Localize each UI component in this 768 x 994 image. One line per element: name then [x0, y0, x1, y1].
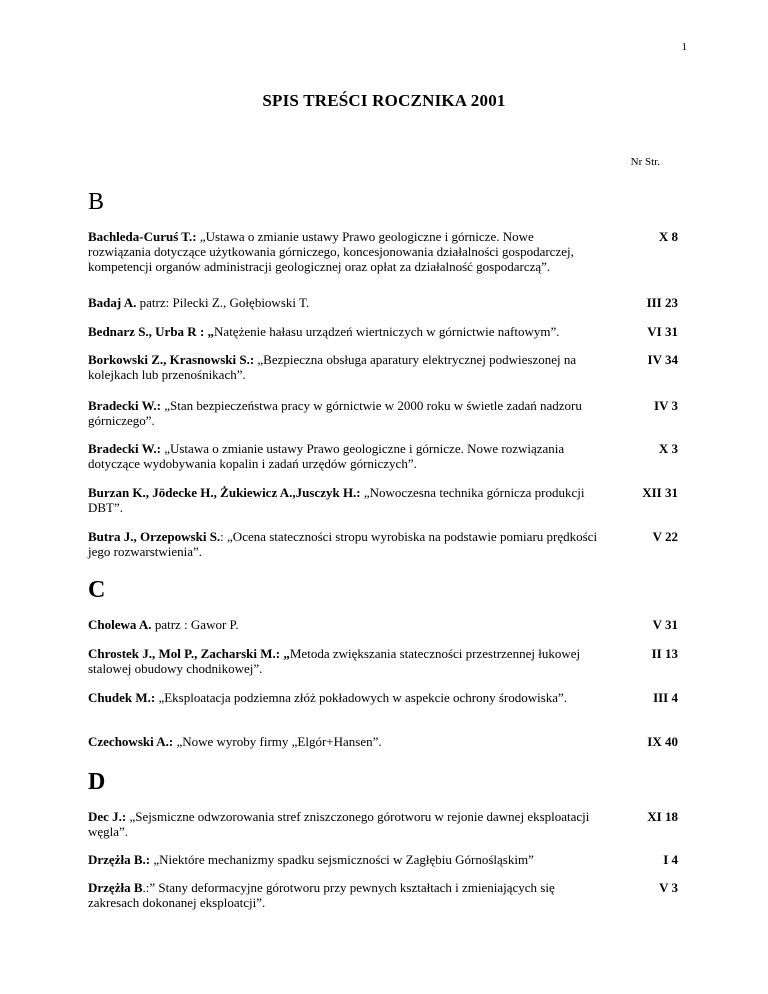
list-item — [88, 690, 678, 705]
entry-text — [88, 485, 598, 515]
page-number: 1 — [681, 41, 687, 53]
entry-title: „Nowe wyroby firmy „Elgór+Hansen”. — [173, 734, 382, 749]
entry-text — [88, 398, 598, 428]
entry-ref: V 22 — [652, 529, 678, 544]
entry-ref: III 23 — [646, 295, 678, 310]
section-letter-c: C — [88, 577, 106, 603]
entry-text — [88, 734, 598, 749]
entry-author: Burzan K., Jödecke H., Żukiewicz A.,Jusczyk H.: — [88, 485, 361, 500]
entry-ref: IV 34 — [647, 352, 678, 367]
entry-title: Metoda zwiększania stateczności przestrzennej łukowej stalowej obudowy chodnikowej”. — [88, 646, 581, 676]
entry-title: „Nowoczesna technika górnicza produkcji DBT”. — [88, 485, 585, 515]
entry-ref: V 31 — [652, 617, 678, 632]
entry-author: Drzężła B.: — [88, 852, 151, 867]
entry-author: Czechowski A.: — [88, 734, 174, 749]
entry-author: Chudek M.: — [88, 690, 156, 705]
entry-ref: X 8 — [658, 229, 678, 244]
entry-author: Butra J., Orzepowski S. — [88, 529, 221, 544]
entry-author: Bachleda-Curuś T.: — [88, 229, 197, 244]
entry-text — [88, 880, 598, 910]
entry-text — [88, 690, 598, 705]
entry-title: patrz: Pilecki Z., Gołębiowski T. — [136, 295, 310, 310]
entry-title: „Eksploatacja podziemna złóż pokładowych w aspekcie ochrony środowiska”. — [155, 690, 568, 705]
list-item — [88, 441, 678, 471]
entry-title: „Ustawa o zmianie ustawy Prawo geologiczne i górnicze. Nowe rozwiązania dotyczące wydobywania kopalin i zadań urzędów górniczych”. — [88, 441, 565, 471]
list-item — [88, 809, 678, 839]
entry-ref: IV 3 — [654, 398, 678, 413]
list-item — [88, 617, 678, 632]
entry-ref: XII 31 — [642, 485, 678, 500]
entry-ref: IX 40 — [647, 734, 678, 749]
entry-ref: III 4 — [653, 690, 678, 705]
list-item — [88, 852, 678, 867]
entry-title: : „Ocena stateczności stropu wyrobiska na podstawie pomiaru prędkości jego rozwarstwienia”. — [88, 529, 598, 559]
entry-author: Badaj A. — [88, 295, 137, 310]
entry-text — [88, 646, 598, 676]
entry-author: Dec J.: — [88, 809, 127, 824]
entry-author: Chrostek J., Mol P., Zacharski M.: „ — [88, 646, 290, 661]
list-item — [88, 485, 678, 515]
list-item — [88, 229, 678, 274]
entry-title: „Sejsmiczne odwzorowania stref zniszczonego górotworu w rejonie dawnej eksploatacji węgla”. — [88, 809, 590, 839]
entry-author: Cholewa A. — [88, 617, 152, 632]
entry-author: Bradecki W.: — [88, 441, 161, 456]
entry-author: Drzężła B — [88, 880, 143, 895]
entry-title: Natężenie hałasu urządzeń wiertniczych w górnictwie naftowym”. — [214, 324, 560, 339]
entry-ref: X 3 — [658, 441, 678, 456]
list-item — [88, 734, 678, 749]
entry-text — [88, 324, 598, 339]
entry-text — [88, 229, 598, 274]
entry-text — [88, 352, 598, 382]
list-item — [88, 529, 678, 559]
entry-ref: V 3 — [659, 880, 678, 895]
entry-ref: II 13 — [651, 646, 678, 661]
entry-text — [88, 441, 598, 471]
entry-text — [88, 529, 598, 559]
list-item — [88, 880, 678, 910]
list-item — [88, 646, 678, 676]
entry-title: patrz : Gawor P. — [151, 617, 239, 632]
entry-text — [88, 852, 598, 867]
entry-title: „Stan bezpieczeństwa pracy w górnictwie w 2000 roku w świetle zadań nadzoru górniczego”. — [88, 398, 582, 428]
entry-title: „Ustawa o zmianie ustawy Prawo geologiczne i górnicze. Nowe rozwiązania dotyczące użytkowania górniczego, koncesjonowania działalności gospodarczej, kompetencji organów administracji geologicznej oraz opłat za działalność gospodarczą”. — [88, 229, 574, 274]
entry-ref: VI 31 — [647, 324, 678, 339]
entry-title: .:” Stany deformacyjne górotworu przy pewnych kształtach i zmieniających się zakresach dokonanej eksploatcji”. — [88, 880, 555, 910]
entry-text — [88, 295, 598, 310]
entry-ref: XI 18 — [647, 809, 678, 824]
entry-title: „Bezpieczna obsługa aparatury elektrycznej podwieszonej na kolejkach lub przenośnikach”. — [88, 352, 577, 382]
entry-text — [88, 809, 598, 839]
column-header: Nr Str. — [630, 156, 660, 168]
entry-ref: I 4 — [663, 852, 678, 867]
section-letter-b: B — [88, 189, 105, 215]
page-title: SPIS TREŚCI ROCZNIKA 2001 — [262, 91, 506, 110]
list-item — [88, 324, 678, 339]
list-item — [88, 352, 678, 382]
entry-author: Bednarz S., Urba R : „ — [88, 324, 215, 339]
section-letter-d: D — [88, 769, 106, 795]
list-item — [88, 295, 678, 310]
entry-author: Borkowski Z., Krasnowski S.: — [88, 352, 255, 367]
entry-title: „Niektóre mechanizmy spadku sejsmiczności w Zagłębiu Górnośląskim” — [150, 852, 534, 867]
list-item — [88, 398, 678, 428]
entry-text — [88, 617, 598, 632]
entry-author: Bradecki W.: — [88, 398, 161, 413]
